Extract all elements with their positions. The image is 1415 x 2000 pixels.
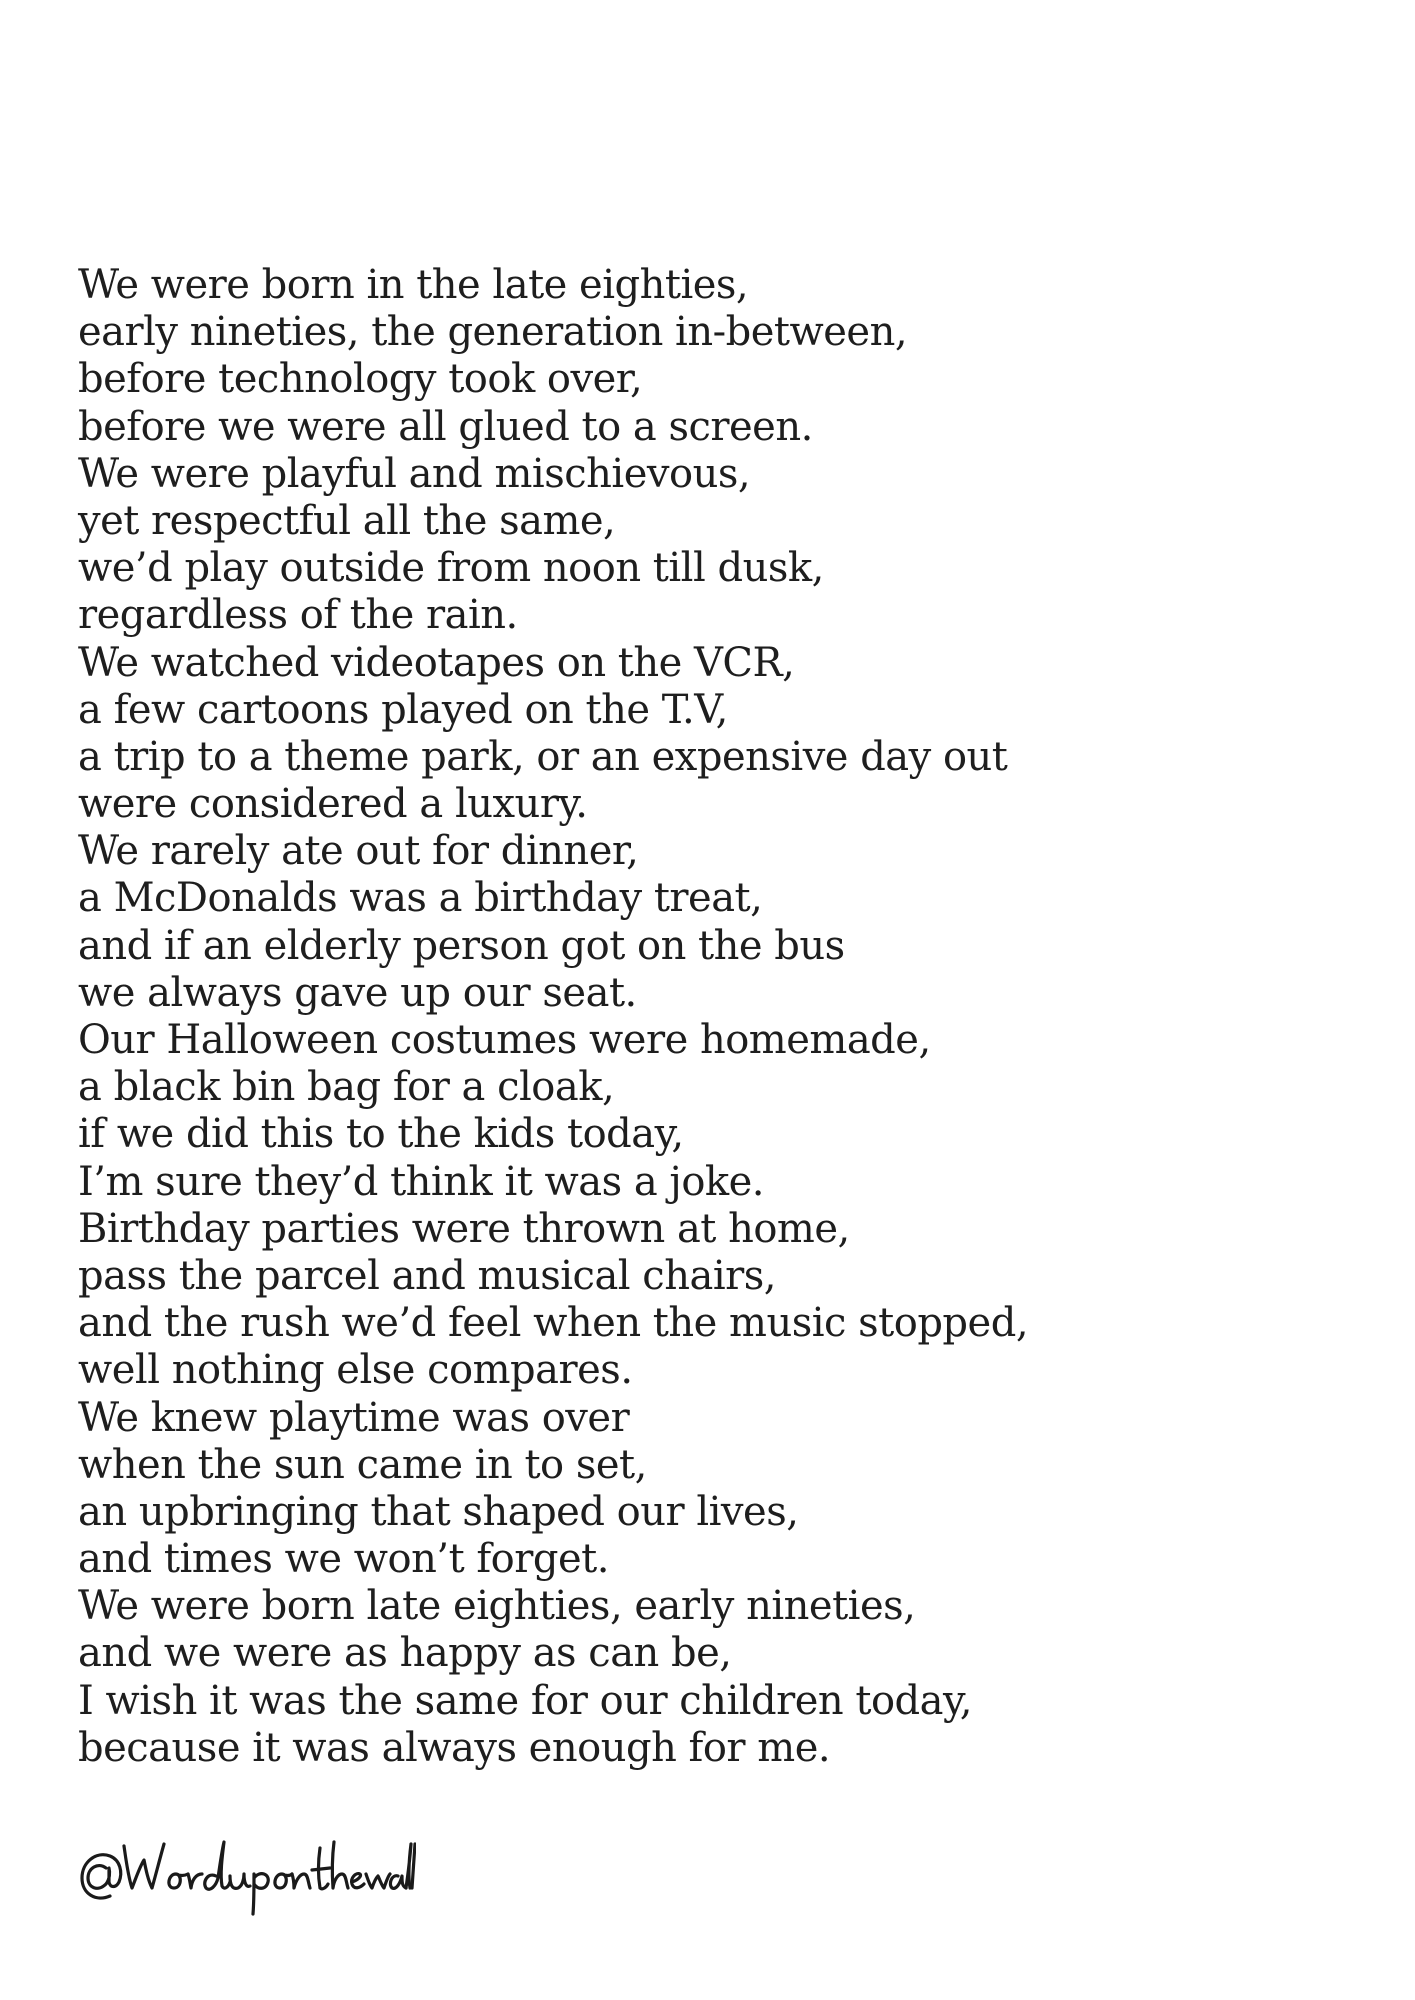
handwritten-signature xyxy=(76,1818,416,1928)
poem-line-30: and we were as happy as can be, xyxy=(78,1630,732,1677)
poem-line-29: We were born late eighties, early nineties, xyxy=(78,1583,916,1630)
poem-line-32: because it was always enough for me. xyxy=(78,1724,831,1771)
poem-line-25: We knew playtime was over xyxy=(78,1394,630,1441)
poem-line-22: pass the parcel and musical chairs, xyxy=(78,1252,776,1299)
poem-line-27: an upbringing that shaped our lives, xyxy=(78,1488,799,1535)
poem-line-2: early nineties, the generation in-between, xyxy=(78,309,908,356)
poem-line-21: Birthday parties were thrown at home, xyxy=(78,1205,850,1252)
poem-line-10: a few cartoons played on the T.V, xyxy=(78,686,728,733)
poem-line-3: before technology took over, xyxy=(78,356,643,403)
poem-line-19: if we did this to the kids today, xyxy=(78,1111,684,1158)
poem-line-12: were considered a luxury. xyxy=(78,781,588,828)
poem-line-23: and the rush we’d feel when the music stopped, xyxy=(78,1300,1029,1347)
poem-line-26: when the sun came in to set, xyxy=(78,1441,647,1488)
poem-line-8: regardless of the rain. xyxy=(78,592,518,639)
poem-line-13: We rarely ate out for dinner, xyxy=(78,828,639,875)
poem-line-31: I wish it was the same for our children today, xyxy=(78,1677,973,1724)
poem-line-16: we always gave up our seat. xyxy=(78,969,637,1016)
poem-line-17: Our Halloween costumes were homemade, xyxy=(78,1017,931,1063)
poem-line-4: before we were all glued to a screen. xyxy=(78,403,813,450)
poem-line-18: a black bin bag for a cloak, xyxy=(78,1064,615,1111)
poem-line-9: We watched videotapes on the VCR, xyxy=(78,639,795,686)
poem-line-1: We were born in the late eighties, xyxy=(78,262,749,308)
poem-line-6: yet respectful all the same, xyxy=(78,497,616,544)
poem-line-20: I’m sure they’d think it was a joke. xyxy=(78,1158,765,1205)
poem-body xyxy=(78,262,1368,1772)
poem-line-7: we’d play outside from noon till dusk, xyxy=(78,545,824,592)
poem-line-24: well nothing else compares. xyxy=(78,1347,633,1394)
poem-line-14: a McDonalds was a birthday treat, xyxy=(78,875,763,922)
poem-line-11: a trip to a theme park, or an expensive day out xyxy=(78,733,1008,780)
poem-line-28: and times we won’t forget. xyxy=(78,1536,609,1583)
poem-line-5: We were playful and mischievous, xyxy=(78,450,751,497)
poem-line-15: and if an elderly person got on the bus xyxy=(78,922,845,969)
